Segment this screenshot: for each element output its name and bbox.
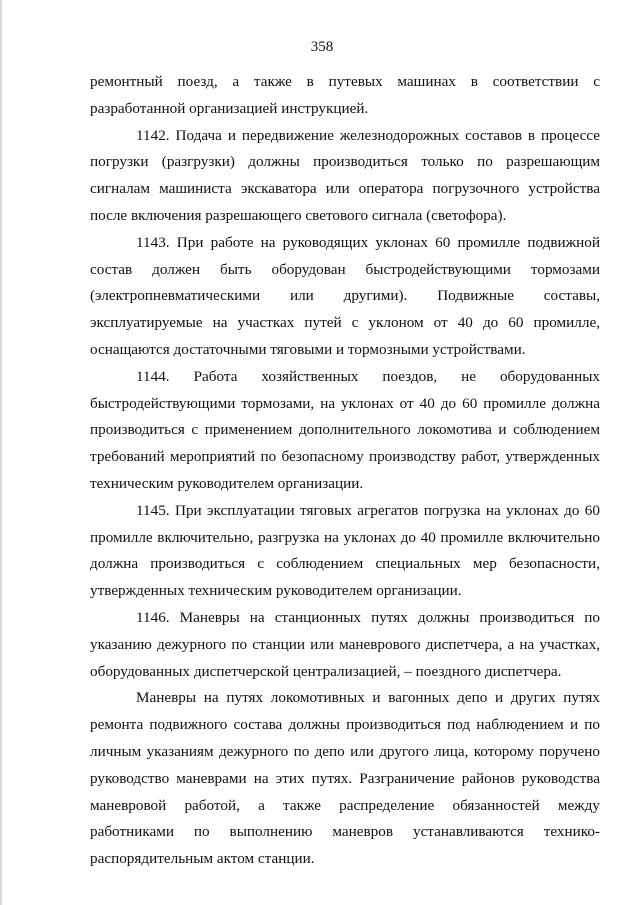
paragraph-continuation: ремонтный поезд, а также в путевых машинах в соответствии с разработанной организацией инструкцией. xyxy=(90,73,600,117)
paragraph-1146: 1146. Маневры на станционных путях должны производиться по указанию дежурного по станции или маневрового диспетчера, а на участках, оборудованных диспетчерской централизацией, – поездного диспетчера. xyxy=(90,608,600,680)
page-number: 358 xyxy=(310,39,334,55)
paragraph-1143: 1143. При работе на руководящих уклонах 60 промилле подвижной состав должен быть оборудован быстродействующими тормозами (электропневматическими или другими). Подвижные составы, эксплуатируемые на участках путей с уклоном от 40 до 60 промилле, оснащаются достаточными тяговыми и тормозными устройствами. xyxy=(90,233,600,358)
paragraph-1145: 1145. При эксплуатации тяговых агрегатов погрузка на уклонах до 60 промилле включительно, разгрузка на уклонах до 40 промилле включительно должна производиться с соблюдением специальных мер безопасности, утвержденных техническим руководителем организации. xyxy=(90,501,600,600)
paragraph-1146-cont: Маневры на путях локомотивных и вагонных депо и других путях ремонта подвижного состава должны производиться под наблюдением и по личным указаниям дежурного по депо или другого лица, которому поручено руководство маневрами на этих путях. Разграничение районов руководства маневровой работой, а также распределение обязанностей между работниками по выполнению маневров устанавливаются технико-распорядительным актом станции. xyxy=(90,689,600,868)
paragraph-1142: 1142. Подача и передвижение железнодорожных составов в процессе погрузки (разгрузки) должны производиться только по разрешающим сигналам машиниста экскаватора или оператора погрузочного устройства после включения разрешающего светового сигнала (светофора). xyxy=(90,126,600,224)
paragraph-1144: 1144. Работа хозяйственных поездов, не оборудованных быстродействующими тормозами, на уклонах от 40 до 60 промилле должна производиться с применением дополнительного локомотива и соблюдением требований мероприятий по безопасному производству работ, утвержденных техническим руководителем организации. xyxy=(90,367,600,492)
document-body xyxy=(90,69,600,873)
